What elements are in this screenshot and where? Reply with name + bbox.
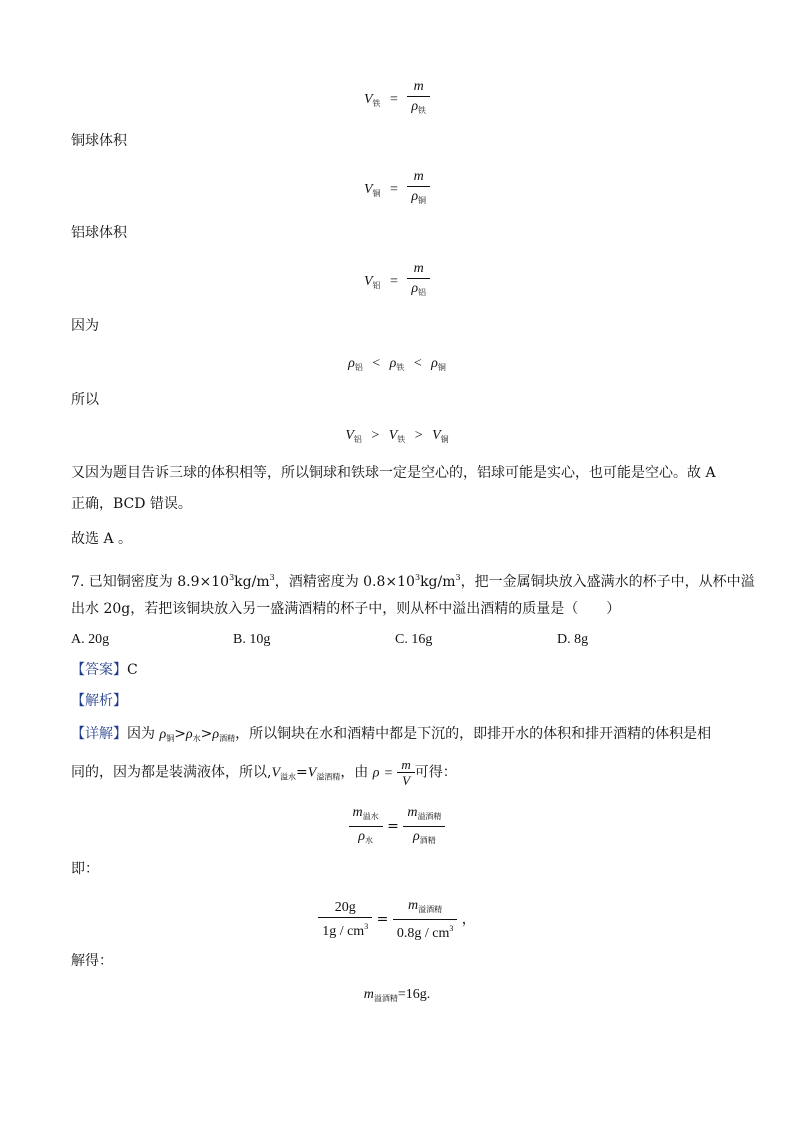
- subscript: 溢酒精: [373, 994, 398, 1003]
- formula-calc: [0, 896, 794, 943]
- text: 1g / cm: [322, 923, 365, 939]
- text: ，由: [340, 764, 373, 781]
- formula-v-alu: [0, 260, 794, 302]
- analysis-label-text: 【解析】: [71, 693, 127, 709]
- label-copper-volume: 铜球体积: [71, 133, 127, 149]
- symbol: ρ: [411, 189, 419, 204]
- operator: =: [296, 764, 308, 781]
- text: 因为: [127, 726, 160, 742]
- label-because: 因为: [71, 318, 99, 334]
- subscript: 溢水: [362, 812, 379, 821]
- symbol: V: [388, 428, 398, 443]
- formula-v-iron: [0, 78, 794, 120]
- operator: =: [389, 182, 398, 197]
- symbol: V: [363, 274, 373, 289]
- superscript: 3: [364, 921, 369, 931]
- label-therefore: 所以: [71, 392, 99, 408]
- fraction: [407, 260, 430, 302]
- subscript: 铁: [418, 106, 427, 115]
- symbol: m: [363, 987, 374, 1002]
- symbol: ρ: [389, 356, 397, 371]
- fraction: [397, 757, 414, 788]
- subscript: 溢酒精: [418, 905, 443, 914]
- numerator: [349, 803, 383, 827]
- numerator: 20g: [318, 899, 372, 918]
- fraction-left: [349, 803, 383, 850]
- formula-result: [0, 985, 794, 1008]
- text: 可得：: [414, 764, 457, 781]
- fraction-left: [318, 899, 372, 941]
- denominator: [393, 920, 458, 943]
- operator: =: [376, 911, 389, 928]
- label-alu-volume: 铝球体积: [71, 225, 127, 241]
- subscript: 铝: [418, 288, 427, 297]
- subscript: 水: [192, 734, 201, 743]
- operator: =: [389, 274, 398, 289]
- conclusion-line-1: 又因为题目告诉三球的体积相等，所以铜球和铁球一定是空心的，铝球可能是实心，也可能是空心。故 A: [71, 465, 716, 481]
- operator: <: [413, 356, 422, 371]
- numerator: m: [407, 260, 430, 279]
- subscript: 酒精: [219, 734, 236, 743]
- numerator: [403, 803, 445, 827]
- denominator: [349, 827, 383, 850]
- symbol: V: [363, 182, 373, 197]
- operator: <: [372, 356, 381, 371]
- choose-a: 故选 A 。: [71, 531, 133, 547]
- numerator: [393, 896, 458, 920]
- symbol: ρ: [212, 727, 220, 742]
- symbol: V: [307, 765, 317, 781]
- subscript: 溢水: [280, 772, 297, 782]
- symbol: V: [345, 428, 354, 443]
- answer-value: C: [127, 662, 138, 678]
- symbol: ρ: [431, 356, 438, 371]
- subscript: 溢酒精: [417, 812, 442, 821]
- symbol: m: [408, 898, 419, 913]
- numerator: m: [407, 168, 430, 187]
- text: kg/m: [420, 574, 456, 590]
- symbol: m: [352, 805, 363, 820]
- numerator: m: [397, 757, 414, 773]
- label-solve: 解得：: [71, 953, 113, 969]
- subscript: 水: [364, 836, 373, 845]
- subscript: 铜: [166, 734, 175, 743]
- text: 0.8g / cm: [396, 926, 450, 941]
- subscript: 铁: [397, 435, 406, 444]
- text: ，把一金属铜块放入盛满水的杯子中，从杯中溢: [460, 574, 755, 590]
- subscript: 铜: [440, 435, 449, 444]
- subscript: 铜: [437, 363, 446, 372]
- superscript: 3: [414, 573, 421, 582]
- question-7-line-2: 出水 20g，若把该铜块放入另一盛满酒精的杯子中，则从杯中溢出酒精的质量是（ ）: [71, 601, 621, 617]
- label-ie: 即：: [71, 861, 99, 877]
- fraction-right: [403, 803, 445, 850]
- subscript: 酒精: [419, 836, 436, 845]
- symbol: V: [271, 765, 281, 781]
- denominator: [318, 918, 372, 941]
- operator: =: [389, 92, 398, 107]
- symbol: m: [407, 805, 418, 820]
- denominator: [407, 97, 430, 120]
- subscript: 溢酒精: [316, 772, 341, 782]
- option-c: C. 16g: [395, 632, 433, 647]
- symbol: ρ: [159, 727, 167, 742]
- symbol: ρ: [411, 281, 419, 296]
- symbol: V: [363, 92, 373, 107]
- superscript: 3: [229, 573, 235, 582]
- denominator: [407, 187, 430, 210]
- detail-line-2: [71, 757, 457, 789]
- formula-rho-inequality: [0, 354, 794, 377]
- subscript: 铝: [354, 363, 363, 372]
- superscript: 3: [269, 573, 275, 582]
- denominator: [403, 827, 445, 850]
- symbol: V: [432, 428, 441, 443]
- symbol: ρ: [411, 99, 419, 114]
- symbol: ρ: [372, 765, 380, 781]
- fraction: [407, 78, 430, 120]
- text: ，酒精密度为 0.8×10: [274, 574, 415, 590]
- text: ，所以铜块在水和酒精中都是下沉的，即排开水的体积和排开酒精的体积是相: [235, 726, 712, 742]
- operator: =: [387, 818, 399, 835]
- value: =16g.: [397, 987, 431, 1002]
- detail-line-1: [71, 724, 711, 749]
- conclusion-line-2: 正确，BCD 错误。: [71, 496, 192, 512]
- formula-v-copper: [0, 168, 794, 210]
- answer-line: [71, 660, 138, 680]
- denominator: [407, 279, 430, 302]
- denominator: V: [402, 773, 411, 788]
- operator: >: [200, 726, 213, 742]
- question-7-line-1: [71, 568, 755, 592]
- subscript: 铜: [372, 189, 381, 198]
- fraction: [407, 168, 430, 210]
- answer-label: 【答案】: [71, 662, 127, 678]
- subscript: 铝: [353, 435, 362, 444]
- numerator: m: [407, 78, 430, 97]
- detail-label: 【详解】: [71, 726, 127, 742]
- symbol: ρ: [358, 829, 365, 844]
- text: 7. 已知铜密度为 8.9×10: [71, 574, 230, 590]
- symbol: ρ: [185, 727, 193, 742]
- symbol: ρ: [348, 356, 355, 371]
- formula-ratio: [0, 803, 794, 850]
- operator: >: [371, 428, 380, 443]
- subscript: 铝: [372, 281, 381, 290]
- subscript: 铜: [418, 196, 427, 205]
- superscript: 3: [449, 924, 454, 933]
- subscript: 铁: [372, 99, 381, 108]
- text: kg/m: [234, 574, 270, 590]
- option-b: B. 10g: [233, 632, 271, 647]
- text: 同的，因为都是装满液体，所以,: [71, 764, 272, 781]
- fraction-right: [393, 896, 458, 943]
- operator: >: [174, 726, 186, 742]
- operator: =: [384, 765, 393, 781]
- symbol: ρ: [413, 829, 420, 844]
- subscript: 铁: [396, 363, 405, 372]
- formula-volume-inequality: [0, 426, 794, 449]
- option-d: D. 8g: [557, 632, 589, 647]
- punctuation: ，: [461, 911, 476, 928]
- operator: >: [414, 428, 423, 443]
- option-a: A. 20g: [71, 632, 110, 647]
- superscript: 3: [455, 573, 461, 582]
- analysis-label: [71, 691, 127, 711]
